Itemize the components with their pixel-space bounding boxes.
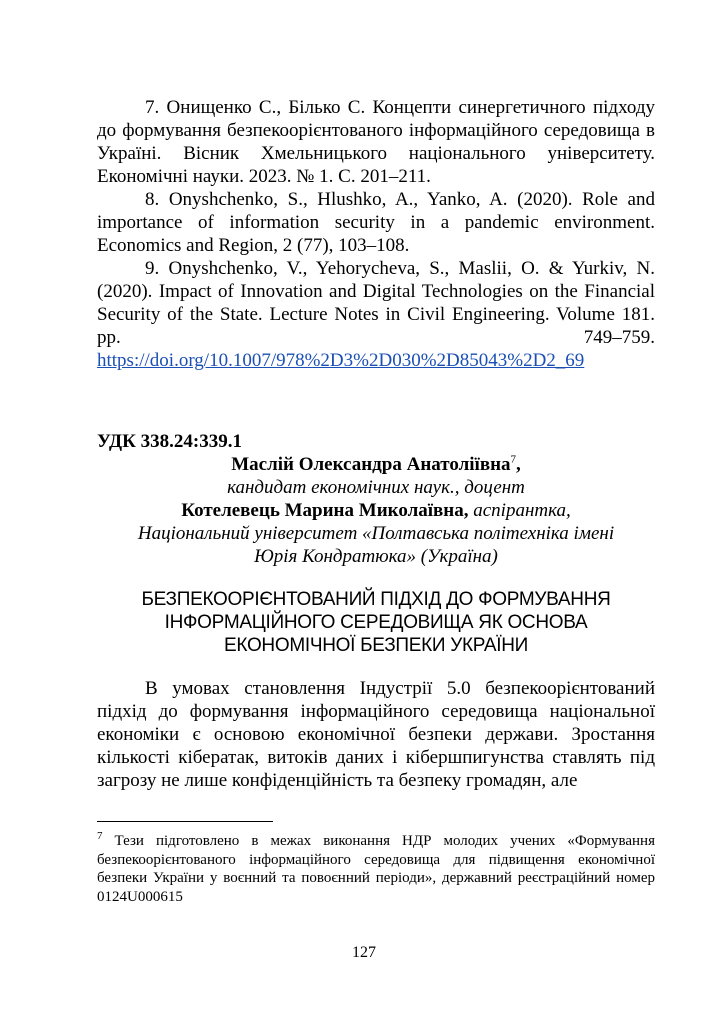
affiliation: Національний університет «Полтавська політехніка імені Юрія Кондратюка» (Україна) bbox=[137, 523, 615, 567]
reference-9 bbox=[97, 257, 655, 372]
author1-name: Маслій Олександра Анатоліївна bbox=[231, 454, 511, 475]
reference-9-doi-link[interactable]: https://doi.org/10.1007/978%2D3%2D030%2D85043%2D2_69 bbox=[97, 350, 585, 371]
reference-7: 7. Онищенко С., Білько С. Концепти синергетичного підходу до формування безпекоорієнтованого інформаційного середовища в Україні. Вісник Хмельницького національного університету. Економічні науки. 2023. № 1. С. 201–211. bbox=[97, 97, 655, 187]
author2-name: Котелевець Марина Миколаївна, bbox=[181, 500, 469, 521]
reference-9-text: 9. Onyshchenko, V., Yehorycheva, S., Maslii, O. & Yurkiv, N. (2020). Impact of Innovation and Digital Technologies on the Financial Security of the State. Lecture Notes in Civil Engineering. Volume 181. pp. 749–759. bbox=[97, 258, 655, 348]
author2-role: аспірантка, bbox=[468, 500, 571, 521]
author1-line bbox=[97, 453, 655, 476]
footnote-divider bbox=[97, 821, 273, 822]
article-title: БЕЗПЕКООРІЄНТОВАНИЙ ПІДХІД ДО ФОРМУВАННЯ ІНФОРМАЦІЙНОГО СЕРЕДОВИЩА ЯК ОСНОВА ЕКОНОМІЧНОЇ БЕЗПЕКИ УКРАЇНИ bbox=[141, 589, 611, 656]
body-paragraph: В умовах становлення Індустрії 5.0 безпекоорієнтований підхід до формування інформаційного середовища національної економіки є основою економічної безпеки держави. Зростання кількості кібератак, витоків даних і кібершпигунства ставлять під загрозу не лише конфіденційність та безпеку громадян, але bbox=[97, 678, 655, 791]
udc-code: УДК 338.24:339.1 bbox=[97, 431, 242, 452]
author1-footnote-mark: 7 bbox=[510, 453, 517, 466]
footnote-mark: 7 bbox=[97, 830, 103, 842]
author-block bbox=[97, 453, 655, 568]
footnote bbox=[97, 832, 655, 906]
author1-title: кандидат економічних наук., доцент bbox=[227, 477, 525, 498]
reference-8: 8. Onyshchenko, S., Hlushko, A., Yanko, A. (2020). Role and importance of information security in a pandemic environment. Economics and Region, 2 (77), 103–108. bbox=[97, 189, 655, 256]
page-number: 127 bbox=[352, 944, 376, 961]
author1-title-line bbox=[97, 476, 655, 499]
author2-line bbox=[97, 499, 655, 522]
affiliation-line bbox=[97, 522, 655, 568]
page-content bbox=[97, 96, 655, 792]
footnote-text: Тези підготовлено в межах виконання НДР молодих учених «Формування безпекоорієнтованого інформаційного середовища для підвищення економічної безпеки України у воєнний та повоєнний періоди», державний реєстраційний номер 0124U000615 bbox=[97, 833, 655, 905]
author1-suffix: , bbox=[516, 454, 521, 475]
